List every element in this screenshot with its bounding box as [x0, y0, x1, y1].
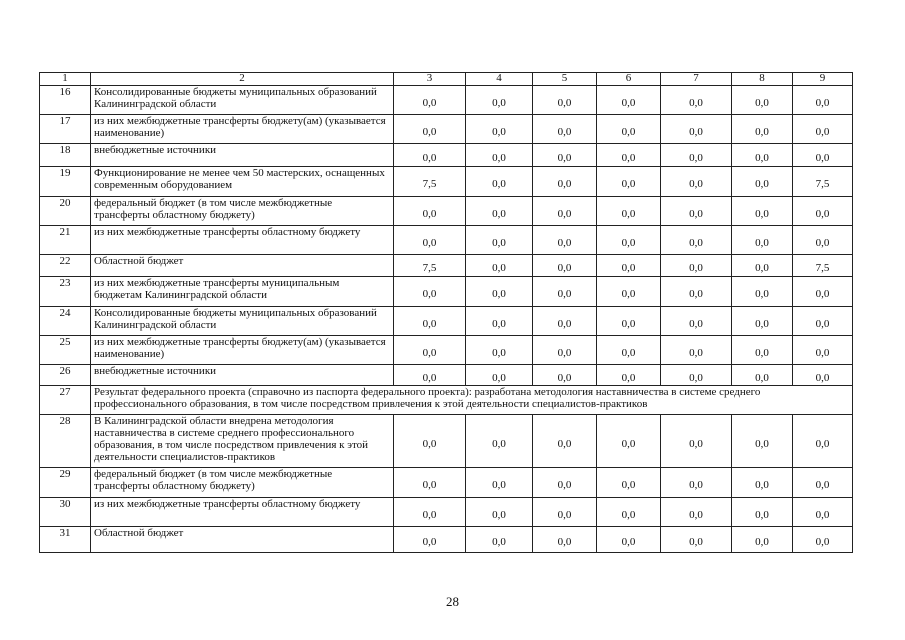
value-cell: 0,0	[394, 144, 466, 167]
table-row	[40, 255, 853, 277]
value-cell: 0,0	[597, 498, 661, 527]
table-row	[40, 167, 853, 197]
value-cell: 0,0	[597, 86, 661, 115]
row-number-cell: 23	[40, 277, 91, 307]
value-cell: 0,0	[661, 468, 732, 498]
value-cell: 0,0	[466, 144, 533, 167]
value-cell: 0,0	[533, 197, 597, 226]
value-cell: 0,0	[466, 255, 533, 277]
table-row	[40, 197, 853, 226]
row-name-cell: из них межбюджетные трансферты бюджету(ам) (указывается наименование)	[91, 336, 394, 365]
value-cell: 0,0	[661, 115, 732, 144]
value-cell: 0,0	[793, 115, 853, 144]
value-cell: 0,0	[394, 336, 466, 365]
row-name-cell: внебюджетные источники	[91, 365, 394, 386]
row-name-cell: Консолидированные бюджеты муниципальных образований Калининградской области	[91, 307, 394, 336]
value-cell: 0,0	[597, 527, 661, 553]
value-cell: 0,0	[597, 336, 661, 365]
value-cell: 7,5	[793, 255, 853, 277]
value-cell: 0,0	[466, 468, 533, 498]
table-row	[40, 144, 853, 167]
value-cell: 0,0	[466, 365, 533, 386]
value-cell: 0,0	[466, 336, 533, 365]
value-cell: 0,0	[793, 415, 853, 468]
table-row	[40, 115, 853, 144]
value-cell: 0,0	[732, 167, 793, 197]
budget-table	[39, 72, 853, 553]
row-number-cell: 20	[40, 197, 91, 226]
value-cell: 0,0	[394, 86, 466, 115]
value-cell: 0,0	[732, 415, 793, 468]
value-cell: 0,0	[597, 365, 661, 386]
value-cell: 0,0	[533, 167, 597, 197]
value-cell: 0,0	[466, 226, 533, 255]
value-cell: 0,0	[466, 498, 533, 527]
value-cell: 0,0	[793, 307, 853, 336]
row-number-cell: 18	[40, 144, 91, 167]
value-cell: 0,0	[732, 86, 793, 115]
row-name-cell: В Калининградской области внедрена методология наставничества в системе среднего профессионального образования, в том числе посредством привлечения к этой деятельности специалистов-практиков	[91, 415, 394, 468]
table-row	[40, 307, 853, 336]
header-cell: 7	[661, 73, 732, 86]
row-number-cell: 27	[40, 386, 91, 415]
value-cell: 0,0	[597, 277, 661, 307]
value-cell: 0,0	[793, 527, 853, 553]
table-row	[40, 527, 853, 553]
value-cell: 0,0	[597, 468, 661, 498]
row-number-cell: 30	[40, 498, 91, 527]
row-number-cell: 19	[40, 167, 91, 197]
table-row	[40, 365, 853, 386]
value-cell: 0,0	[394, 277, 466, 307]
table-row	[40, 277, 853, 307]
header-cell: 1	[40, 73, 91, 86]
value-cell: 0,0	[732, 277, 793, 307]
value-cell: 0,0	[533, 226, 597, 255]
value-cell: 0,0	[533, 365, 597, 386]
table-row	[40, 415, 853, 468]
value-cell: 0,0	[597, 307, 661, 336]
value-cell: 0,0	[661, 255, 732, 277]
value-cell: 0,0	[394, 115, 466, 144]
value-cell: 0,0	[732, 468, 793, 498]
value-cell: 0,0	[732, 365, 793, 386]
table-row	[40, 498, 853, 527]
value-cell: 0,0	[661, 336, 732, 365]
value-cell: 0,0	[661, 277, 732, 307]
value-cell: 0,0	[732, 307, 793, 336]
row-number-cell: 16	[40, 86, 91, 115]
value-cell: 0,0	[661, 527, 732, 553]
row-number-cell: 17	[40, 115, 91, 144]
value-cell: 0,0	[793, 197, 853, 226]
value-cell: 0,0	[793, 86, 853, 115]
value-cell: 0,0	[732, 197, 793, 226]
value-cell: 0,0	[732, 498, 793, 527]
value-cell: 7,5	[793, 167, 853, 197]
value-cell: 0,0	[533, 336, 597, 365]
value-cell: 0,0	[533, 255, 597, 277]
value-cell: 0,0	[661, 365, 732, 386]
value-cell: 0,0	[793, 277, 853, 307]
value-cell: 0,0	[394, 365, 466, 386]
table-body	[40, 73, 853, 553]
value-cell: 0,0	[793, 336, 853, 365]
table-row	[40, 386, 853, 415]
value-cell: 0,0	[466, 415, 533, 468]
row-number-cell: 29	[40, 468, 91, 498]
header-cell: 4	[466, 73, 533, 86]
value-cell: 0,0	[661, 415, 732, 468]
value-cell: 0,0	[394, 468, 466, 498]
value-cell: 0,0	[394, 415, 466, 468]
row-name-cell: из них межбюджетные трансферты муниципальным бюджетам Калининградской области	[91, 277, 394, 307]
row-number-cell: 28	[40, 415, 91, 468]
value-cell: 0,0	[533, 527, 597, 553]
value-cell: 0,0	[394, 197, 466, 226]
row-number-cell: 31	[40, 527, 91, 553]
value-cell: 0,0	[661, 86, 732, 115]
value-cell: 0,0	[661, 144, 732, 167]
value-cell: 0,0	[732, 115, 793, 144]
value-cell: 0,0	[533, 277, 597, 307]
value-cell: 0,0	[533, 468, 597, 498]
value-cell: 0,0	[793, 226, 853, 255]
value-cell: 0,0	[533, 115, 597, 144]
value-cell: 0,0	[597, 255, 661, 277]
value-cell: 0,0	[597, 197, 661, 226]
value-cell: 0,0	[661, 226, 732, 255]
value-cell: 0,0	[394, 226, 466, 255]
header-cell: 6	[597, 73, 661, 86]
row-name-cell: федеральный бюджет (в том числе межбюджетные трансферты областному бюджету)	[91, 468, 394, 498]
page-number: 28	[446, 594, 459, 609]
row-name-cell: внебюджетные источники	[91, 144, 394, 167]
value-cell: 0,0	[394, 527, 466, 553]
value-cell: 0,0	[793, 144, 853, 167]
row-name-cell: федеральный бюджет (в том числе межбюджетные трансферты областному бюджету)	[91, 197, 394, 226]
row-name-cell: Областной бюджет	[91, 255, 394, 277]
value-cell: 0,0	[597, 144, 661, 167]
row-name-cell: из них межбюджетные трансферты бюджету(ам) (указывается наименование)	[91, 115, 394, 144]
section-result-cell: Результат федерального проекта (справочно из паспорта федерального проекта): разработана методология наставничества в системе среднего профессионального образования, в том числе посредством привлечения к этой деятельности специалистов-практиков	[91, 386, 853, 415]
value-cell: 0,0	[466, 197, 533, 226]
value-cell: 7,5	[394, 167, 466, 197]
value-cell: 0,0	[466, 86, 533, 115]
row-name-cell: Консолидированные бюджеты муниципальных образований Калининградской области	[91, 86, 394, 115]
value-cell: 0,0	[732, 226, 793, 255]
header-cell: 9	[793, 73, 853, 86]
row-name-cell: из них межбюджетные трансферты областному бюджету	[91, 498, 394, 527]
value-cell: 0,0	[793, 468, 853, 498]
value-cell: 0,0	[661, 197, 732, 226]
row-name-cell: Областной бюджет	[91, 527, 394, 553]
header-cell: 8	[732, 73, 793, 86]
value-cell: 0,0	[466, 167, 533, 197]
header-cell: 5	[533, 73, 597, 86]
value-cell: 0,0	[597, 115, 661, 144]
row-name-cell: из них межбюджетные трансферты областному бюджету	[91, 226, 394, 255]
value-cell: 0,0	[661, 307, 732, 336]
value-cell: 0,0	[597, 167, 661, 197]
header-cell: 3	[394, 73, 466, 86]
value-cell: 0,0	[466, 277, 533, 307]
value-cell: 0,0	[533, 307, 597, 336]
value-cell: 0,0	[533, 86, 597, 115]
row-number-cell: 22	[40, 255, 91, 277]
table-row	[40, 468, 853, 498]
value-cell: 0,0	[661, 498, 732, 527]
value-cell: 7,5	[394, 255, 466, 277]
row-number-cell: 26	[40, 365, 91, 386]
value-cell: 0,0	[732, 527, 793, 553]
row-number-cell: 25	[40, 336, 91, 365]
table-row	[40, 226, 853, 255]
header-row	[40, 73, 853, 86]
table-row	[40, 336, 853, 365]
row-number-cell: 24	[40, 307, 91, 336]
value-cell: 0,0	[394, 498, 466, 527]
value-cell: 0,0	[597, 226, 661, 255]
row-name-cell: Функционирование не менее чем 50 мастерских, оснащенных современным оборудованием	[91, 167, 394, 197]
value-cell: 0,0	[533, 144, 597, 167]
value-cell: 0,0	[533, 415, 597, 468]
value-cell: 0,0	[661, 167, 732, 197]
value-cell: 0,0	[732, 255, 793, 277]
value-cell: 0,0	[732, 144, 793, 167]
value-cell: 0,0	[793, 365, 853, 386]
row-number-cell: 21	[40, 226, 91, 255]
value-cell: 0,0	[793, 498, 853, 527]
value-cell: 0,0	[597, 415, 661, 468]
value-cell: 0,0	[533, 498, 597, 527]
value-cell: 0,0	[466, 115, 533, 144]
value-cell: 0,0	[394, 307, 466, 336]
value-cell: 0,0	[466, 527, 533, 553]
header-cell: 2	[91, 73, 394, 86]
table-row	[40, 86, 853, 115]
value-cell: 0,0	[466, 307, 533, 336]
value-cell: 0,0	[732, 336, 793, 365]
